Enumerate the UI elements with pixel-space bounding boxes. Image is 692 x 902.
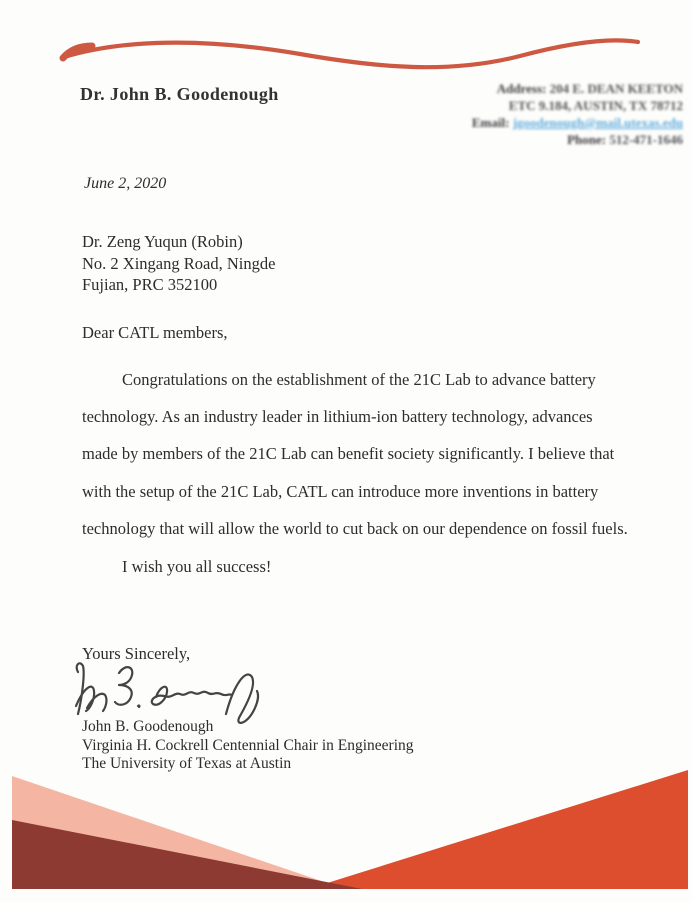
body-line: made by members of the 21C Lab can benefit society significantly. I believe that — [82, 444, 615, 464]
footer-triangles-decoration — [0, 760, 692, 902]
contact-email-line — [472, 114, 683, 131]
salutation: Dear CATL members, — [82, 323, 228, 342]
brush-stroke-decoration — [50, 28, 650, 86]
body-line: Congratulations on the establishment of the 21C Lab to advance battery — [122, 370, 596, 389]
recipient-name: Dr. Zeng Yuqun (Robin) — [82, 232, 243, 251]
address-label: Address: — [496, 81, 547, 96]
signer-org: The University of Texas at Austin — [82, 755, 292, 773]
letter-body — [82, 361, 628, 547]
email-link[interactable]: jgoodenough@mail.utexas.edu — [512, 115, 683, 130]
contact-address-line1 — [472, 80, 683, 97]
body-line: with the setup of the 21C Lab, CATL can introduce more inventions in battery — [82, 481, 599, 501]
contact-phone-line — [472, 131, 683, 148]
body-line: technology. As an industry leader in lithium-ion battery technology, advances — [82, 407, 593, 427]
contact-address-line2: ETC 9.184, AUSTIN, TX 78712 — [508, 98, 683, 113]
phone-value: 512-471-1646 — [609, 132, 683, 147]
closing-line: I wish you all success! — [122, 557, 272, 576]
signer-name: John B. Goodenough — [82, 718, 214, 735]
signoff: Yours Sincerely, — [82, 644, 191, 663]
address-value: 204 E. DEAN KEETON — [549, 81, 683, 96]
recipient-region: Fujian, PRC 352100 — [82, 275, 218, 294]
recipient-street: No. 2 Xingang Road, Ningde — [82, 253, 276, 273]
footer-triangle-orange — [308, 770, 688, 889]
email-label: Email: — [471, 115, 510, 130]
recipient-address-block — [82, 231, 275, 296]
letter-date: June 2, 2020 — [84, 175, 167, 192]
letterhead-contact-block — [472, 80, 683, 148]
phone-label: Phone: — [567, 132, 607, 147]
body-line: technology that will allow the world to cut back on our dependence on fossil fuels. — [82, 518, 628, 538]
signer-title: Virginia H. Cockrell Centennial Chair in Engineering — [82, 736, 414, 754]
letterhead-name: Dr. John B. Goodenough — [80, 84, 279, 104]
